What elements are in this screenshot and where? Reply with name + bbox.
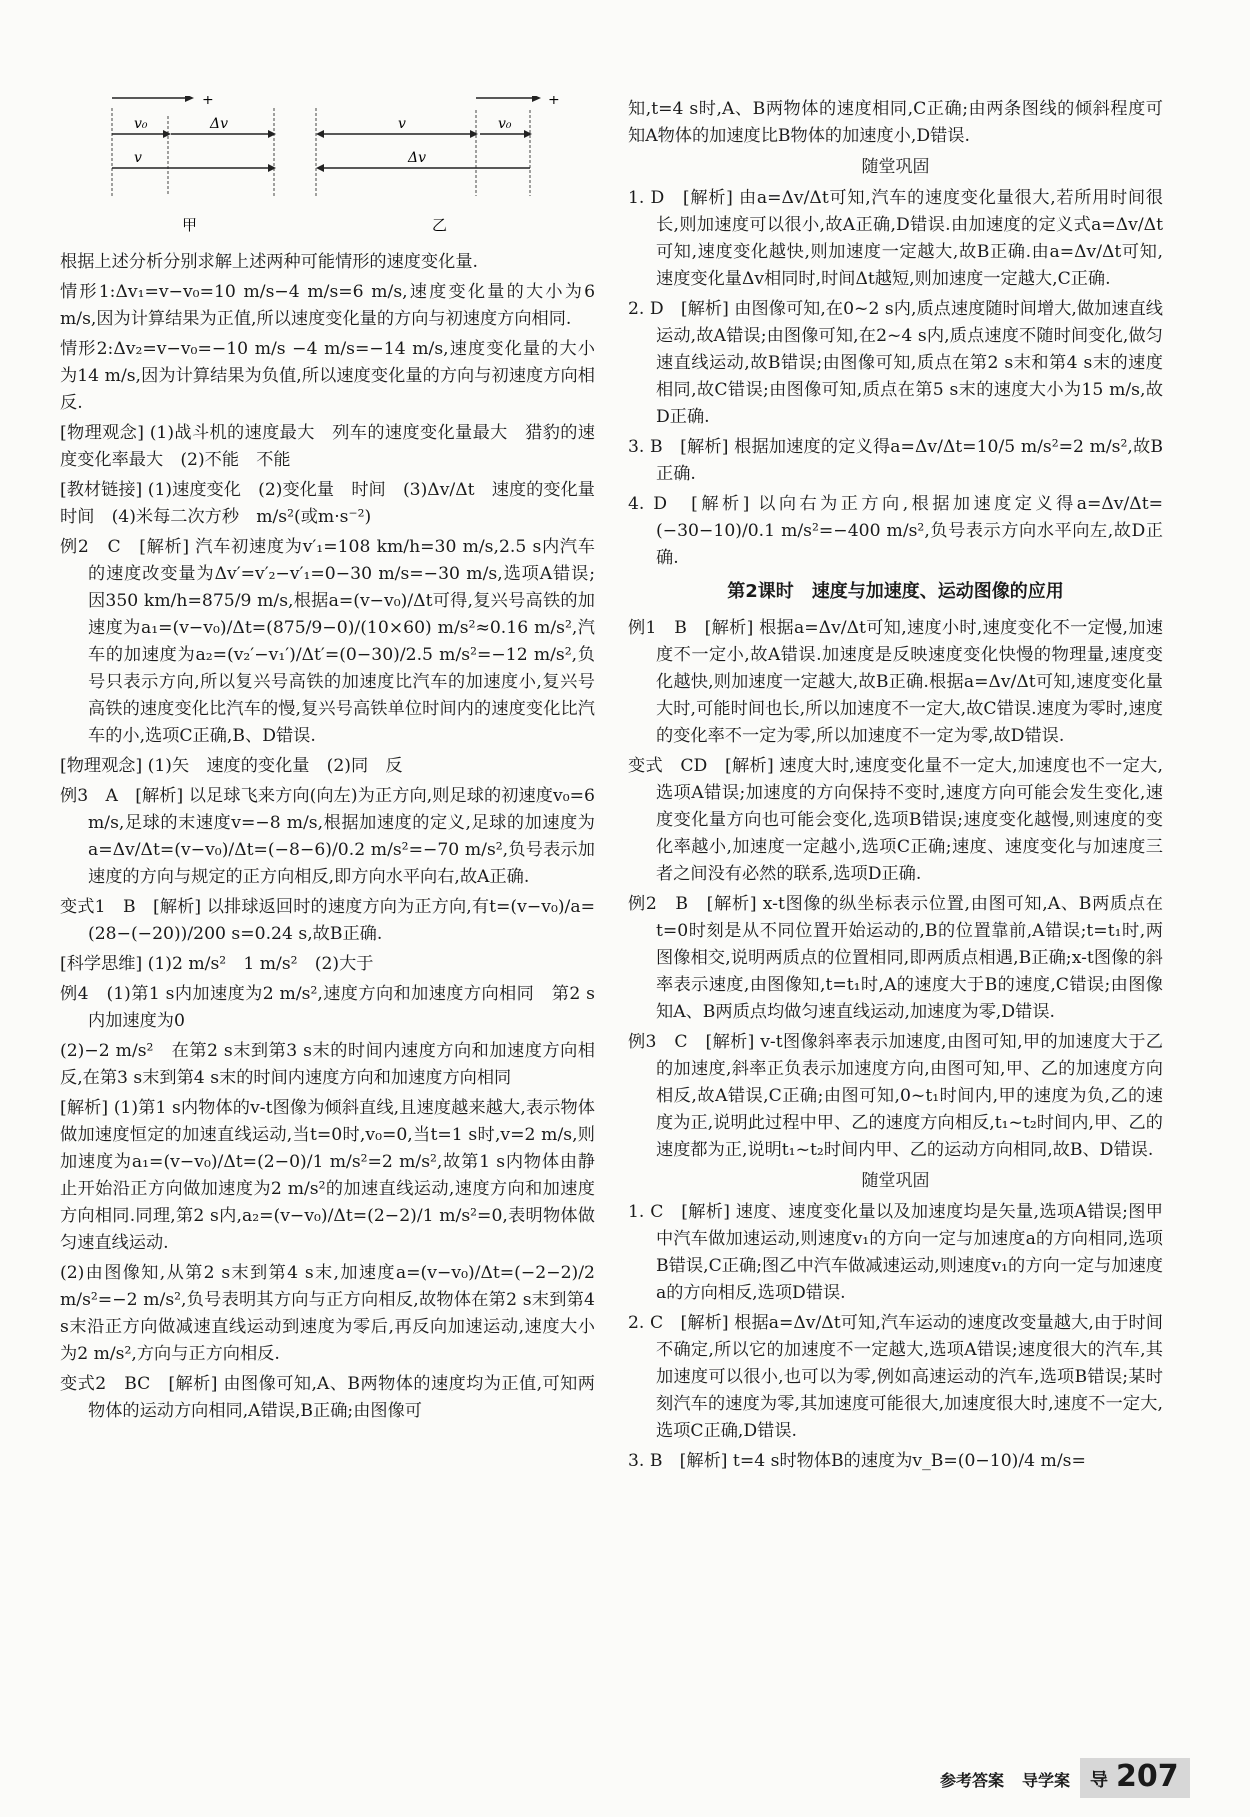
paragraph: 根据上述分析分别求解上述两种可能情形的速度变化量. [60, 252, 478, 272]
example-4-analysis: [解析] (1)第1 s内物体的v-t图像为倾斜直线,且速度越来越大,表示物体做加速度恒定的加速直线运动,当t=0时,v₀=0,当t=1 s时,v=2 m/s,则加速度为a₁=(v−v₀)/Δt=(2−0)/1 m/s²=2 m/s²,故第1 s内物体由静止开始沿正方向做加速度为2 m/s²的加速直线运动,速度方向和加速度方向相同.同理,第2 s内,a₂=(v−v₀)/Δt=(2−2)/1 m/s²=0,表明物体做匀速直线运动. [60, 1098, 595, 1253]
example-4-answer-part2: (2)−2 m/s² 在第2 s末到第3 s末的时间内速度方向和加速度方向相反,在第3 s末到第4 s末的时间内速度方向和加速度方向相同 [60, 1041, 595, 1088]
exercise-item: 4. D [解析] 以向右为正方向,根据加速度定义得a=Δv/Δt=(−30−10)/0.1 m/s²=−400 m/s²,负号表示方向水平向左,故D正确. [628, 494, 1163, 568]
variant-1-answer: 变式1 B [解析] 以排球返回时的速度方向为正方向,有t=(v−v₀)/a=(28−(−20))/200 s=0.24 s,故B正确. [60, 897, 595, 944]
v0-label-yi: v₀ [498, 116, 512, 132]
v-label-jia: v [134, 150, 142, 166]
v-label-yi: v [398, 116, 406, 132]
example-4-answer: 例4 (1)第1 s内加速度为2 m/s²,速度方向和加速度方向相同 第2 s内加速度为0 [60, 984, 595, 1031]
velocity-vector-diagram [60, 96, 595, 236]
exercise-item: 3. B [解析] t=4 s时物体B的速度为v_B=(0−10)/4 m/s= [628, 1451, 1086, 1471]
dv-label-jia: Δv [210, 116, 229, 132]
exercise-item: 2. D [解析] 由图像可知,在0~2 s内,质点速度随时间增大,做加速直线运动,故A错误;由图像可知,在2~4 s内,质点速度不随时间变化,做匀速直线运动,故B错误;由图像可知,质点在第2 s末和第4 s末的速度相同,故C错误;由图像可知,质点在第5 s末的速度大小为15 m/s,故D正确. [628, 299, 1163, 427]
variant-answer: 变式 CD [解析] 速度大时,速度变化量不一定大,加速度也不一定大,选项A错误;加速度的方向保持不变时,速度方向可能会发生变化,速度变化量方向也可能会变化,选项B错误;速度变化越慢,则速度的变化率越小,加速度一定越小,选项C正确;速度、速度变化与加速度三者之间没有必然的联系,选项D正确. [628, 756, 1163, 884]
section-subtitle: 随堂巩固 [861, 1171, 930, 1191]
textbook-link-note: [教材链接] (1)速度变化 (2)变化量 时间 (3)Δv/Δt 速度的变化量 时间 (4)米每二次方秒 m/s²(或m·s⁻²) [60, 480, 613, 527]
label-yi: 乙 [432, 216, 448, 234]
exercise-item: 2. C [解析] 根据a=Δv/Δt可知,汽车运动的速度改变量越大,由于时间不确定,所以它的加速度不一定越大,选项A错误;速度很大的汽车,其加速度可以很小,也可以为零,例如高速运动的汽车,选项B错误;某时刻汽车的速度为零,其加速度可能很大,加速度很大时,速度不一定大,选项C正确,D错误. [628, 1313, 1163, 1441]
variant-2-answer: 变式2 BC [解析] 由图像可知,A、B两物体的速度均为正值,可知两物体的运动方向相同,A错误,B正确;由图像可 [60, 1374, 595, 1421]
page-number: 207 [1116, 1759, 1179, 1794]
left-column [60, 96, 613, 1428]
dv-label-yi: Δv [408, 150, 427, 166]
exercise-item: 1. D [解析] 由a=Δv/Δt可知,汽车的速度变化量很大,若所用时间很长,则加速度可以很小,故A正确,D错误.由加速度的定义式a=Δv/Δt可知,速度变化越快,则加速度一定越大,故B正确.由a=Δv/Δt可知,速度变化量Δv相同时,时间Δt越短,则加速度一定越大,C正确. [628, 188, 1163, 289]
plus-sign-yi: + [548, 96, 560, 108]
plus-sign-jia: + [202, 96, 214, 108]
right-column [628, 96, 1163, 1478]
example-3-answer: 例3 A [解析] 以足球飞来方向(向左)为正方向,则足球的初速度v₀=6 m/s,足球的末速度v=−8 m/s,根据加速度的定义,足球的加速度为a=Δv/Δt=(v−v₀)/Δt=(−8−6)/0.2 m/s²=−70 m/s²,负号表示加速度的方向与规定的正方向相反,即方向水平向右,故A正确. [60, 786, 595, 887]
paragraph: 情形1:Δv₁=v−v₀=10 m/s−4 m/s=6 m/s,速度变化量的大小为6 m/s,因为计算结果为正值,所以速度变化量的方向与初速度方向相同. [60, 282, 595, 329]
page-footer [940, 1758, 1190, 1798]
section-subtitle: 随堂巩固 [861, 157, 930, 177]
example-2-answer: 例2 B [解析] x-t图像的纵坐标表示位置,由图可知,A、B两质点在t=0时刻是从不同位置开始运动的,B的位置靠前,A错误;t=t₁时,两图像相交,说明两质点的位置相同,即两质点相遇,B正确;x-t图像的斜率表示速度,由图像知,t=t₁时,A的速度大于B的速度,C错误;由图像知A、B两质点均做匀速直线运动,加速度为零,D错误. [628, 894, 1163, 1022]
footer-reference-label: 参考答案 [940, 1771, 1005, 1790]
example-4-analysis-part2: (2)由图像知,从第2 s末到第4 s末,加速度a=(v−v₀)/Δt=(−2−2)/2 m/s²=−2 m/s²,负号表明其方向与正方向相反,故物体在第2 s末到第4 s末沿正方向做减速直线运动到速度为零后,再反向加速运动,速度大小为2 m/s²,方向与正方向相反. [60, 1263, 595, 1364]
physics-concept-note: [物理观念] (1)战斗机的速度最大 列车的速度变化量最大 猎豹的速度变化率最大 (2)不能 不能 [60, 423, 595, 470]
example-1-answer: 例1 B [解析] 根据a=Δv/Δt可知,速度小时,速度变化不一定慢,加速度不一定小,故A错误.加速度是反映速度变化快慢的物理量,速度变化越快,则加速度一定越大,故B正确.根据a=Δv/Δt可知,速度变化量大时,可能时间也长,所以加速度不一定大,故C错误.速度为零时,速度的变化率不一定为零,所以加速度不一定为零,故D错误. [628, 618, 1163, 746]
example-2-answer: 例2 C [解析] 汽车初速度为v′₁=108 km/h=30 m/s,2.5 s内汽车的速度改变量为Δv′=v′₂−v′₁=0−30 m/s=−30 m/s,选项A错误;因350 km/h=875/9 m/s,根据a=(v−v₀)/Δt可得,复兴号高铁的加速度为a₁=(v−v₀)/Δt=(875/9−0)/(10×60) m/s²≈0.16 m/s²,汽车的加速度为a₂=(v₂′−v₁′)/Δt′=(0−30)/2.5 m/s²=−12 m/s²,负号只表示方向,所以复兴号高铁的加速度比汽车的加速度小,复兴号高铁的速度变化比汽车的慢,复兴号高铁单位时间内的速度变化比汽车的小,选项C正确,B、D错误. [60, 537, 595, 746]
label-jia: 甲 [182, 216, 198, 234]
lesson-title: 第2课时 速度与加速度、运动图像的应用 [727, 581, 1064, 602]
physics-concept-note: [物理观念] (1)矢 速度的变化量 (2)同 反 [60, 756, 403, 776]
v0-label-jia: v₀ [134, 116, 148, 132]
example-3-answer: 例3 C [解析] v-t图像斜率表示加速度,由图可知,甲的加速度大于乙的加速度,斜率正负表示加速度方向,由图可知,甲、乙的加速度方向相反,故A错误,C正确;由图可知,0~t₁时间内,甲的速度为负,乙的速度为正,说明此过程中甲、乙的速度方向相反,t₁~t₂时间内,甲、乙的速度都为正,说明t₁~t₂时间内甲、乙的运动方向相同,故B、D错误. [628, 1032, 1163, 1160]
footer-book-label: 导学案 [1022, 1771, 1071, 1790]
footer-dao-label: 导 [1090, 1770, 1108, 1791]
science-thinking-note: [科学思维] (1)2 m/s² 1 m/s² (2)大于 [60, 954, 374, 974]
paragraph: 知,t=4 s时,A、B两物体的速度相同,C正确;由两条图线的倾斜程度可知A物体的加速度比B物体的加速度小,D错误. [628, 99, 1163, 146]
exercise-item: 1. C [解析] 速度、速度变化量以及加速度均是矢量,选项A错误;图甲中汽车做加速运动,则速度v₁的方向一定与加速度a的方向相同,选项B错误,C正确;图乙中汽车做减速运动,则速度v₁的方向一定与加速度a的方向相反,选项D错误. [628, 1202, 1163, 1303]
paragraph: 情形2:Δv₂=v−v₀=−10 m/s −4 m/s=−14 m/s,速度变化量的大小为14 m/s,因为计算结果为负值,所以速度变化量的方向与初速度方向相反. [60, 339, 595, 413]
exercise-item: 3. B [解析] 根据加速度的定义得a=Δv/Δt=10/5 m/s²=2 m/s²,故B正确. [628, 437, 1163, 484]
